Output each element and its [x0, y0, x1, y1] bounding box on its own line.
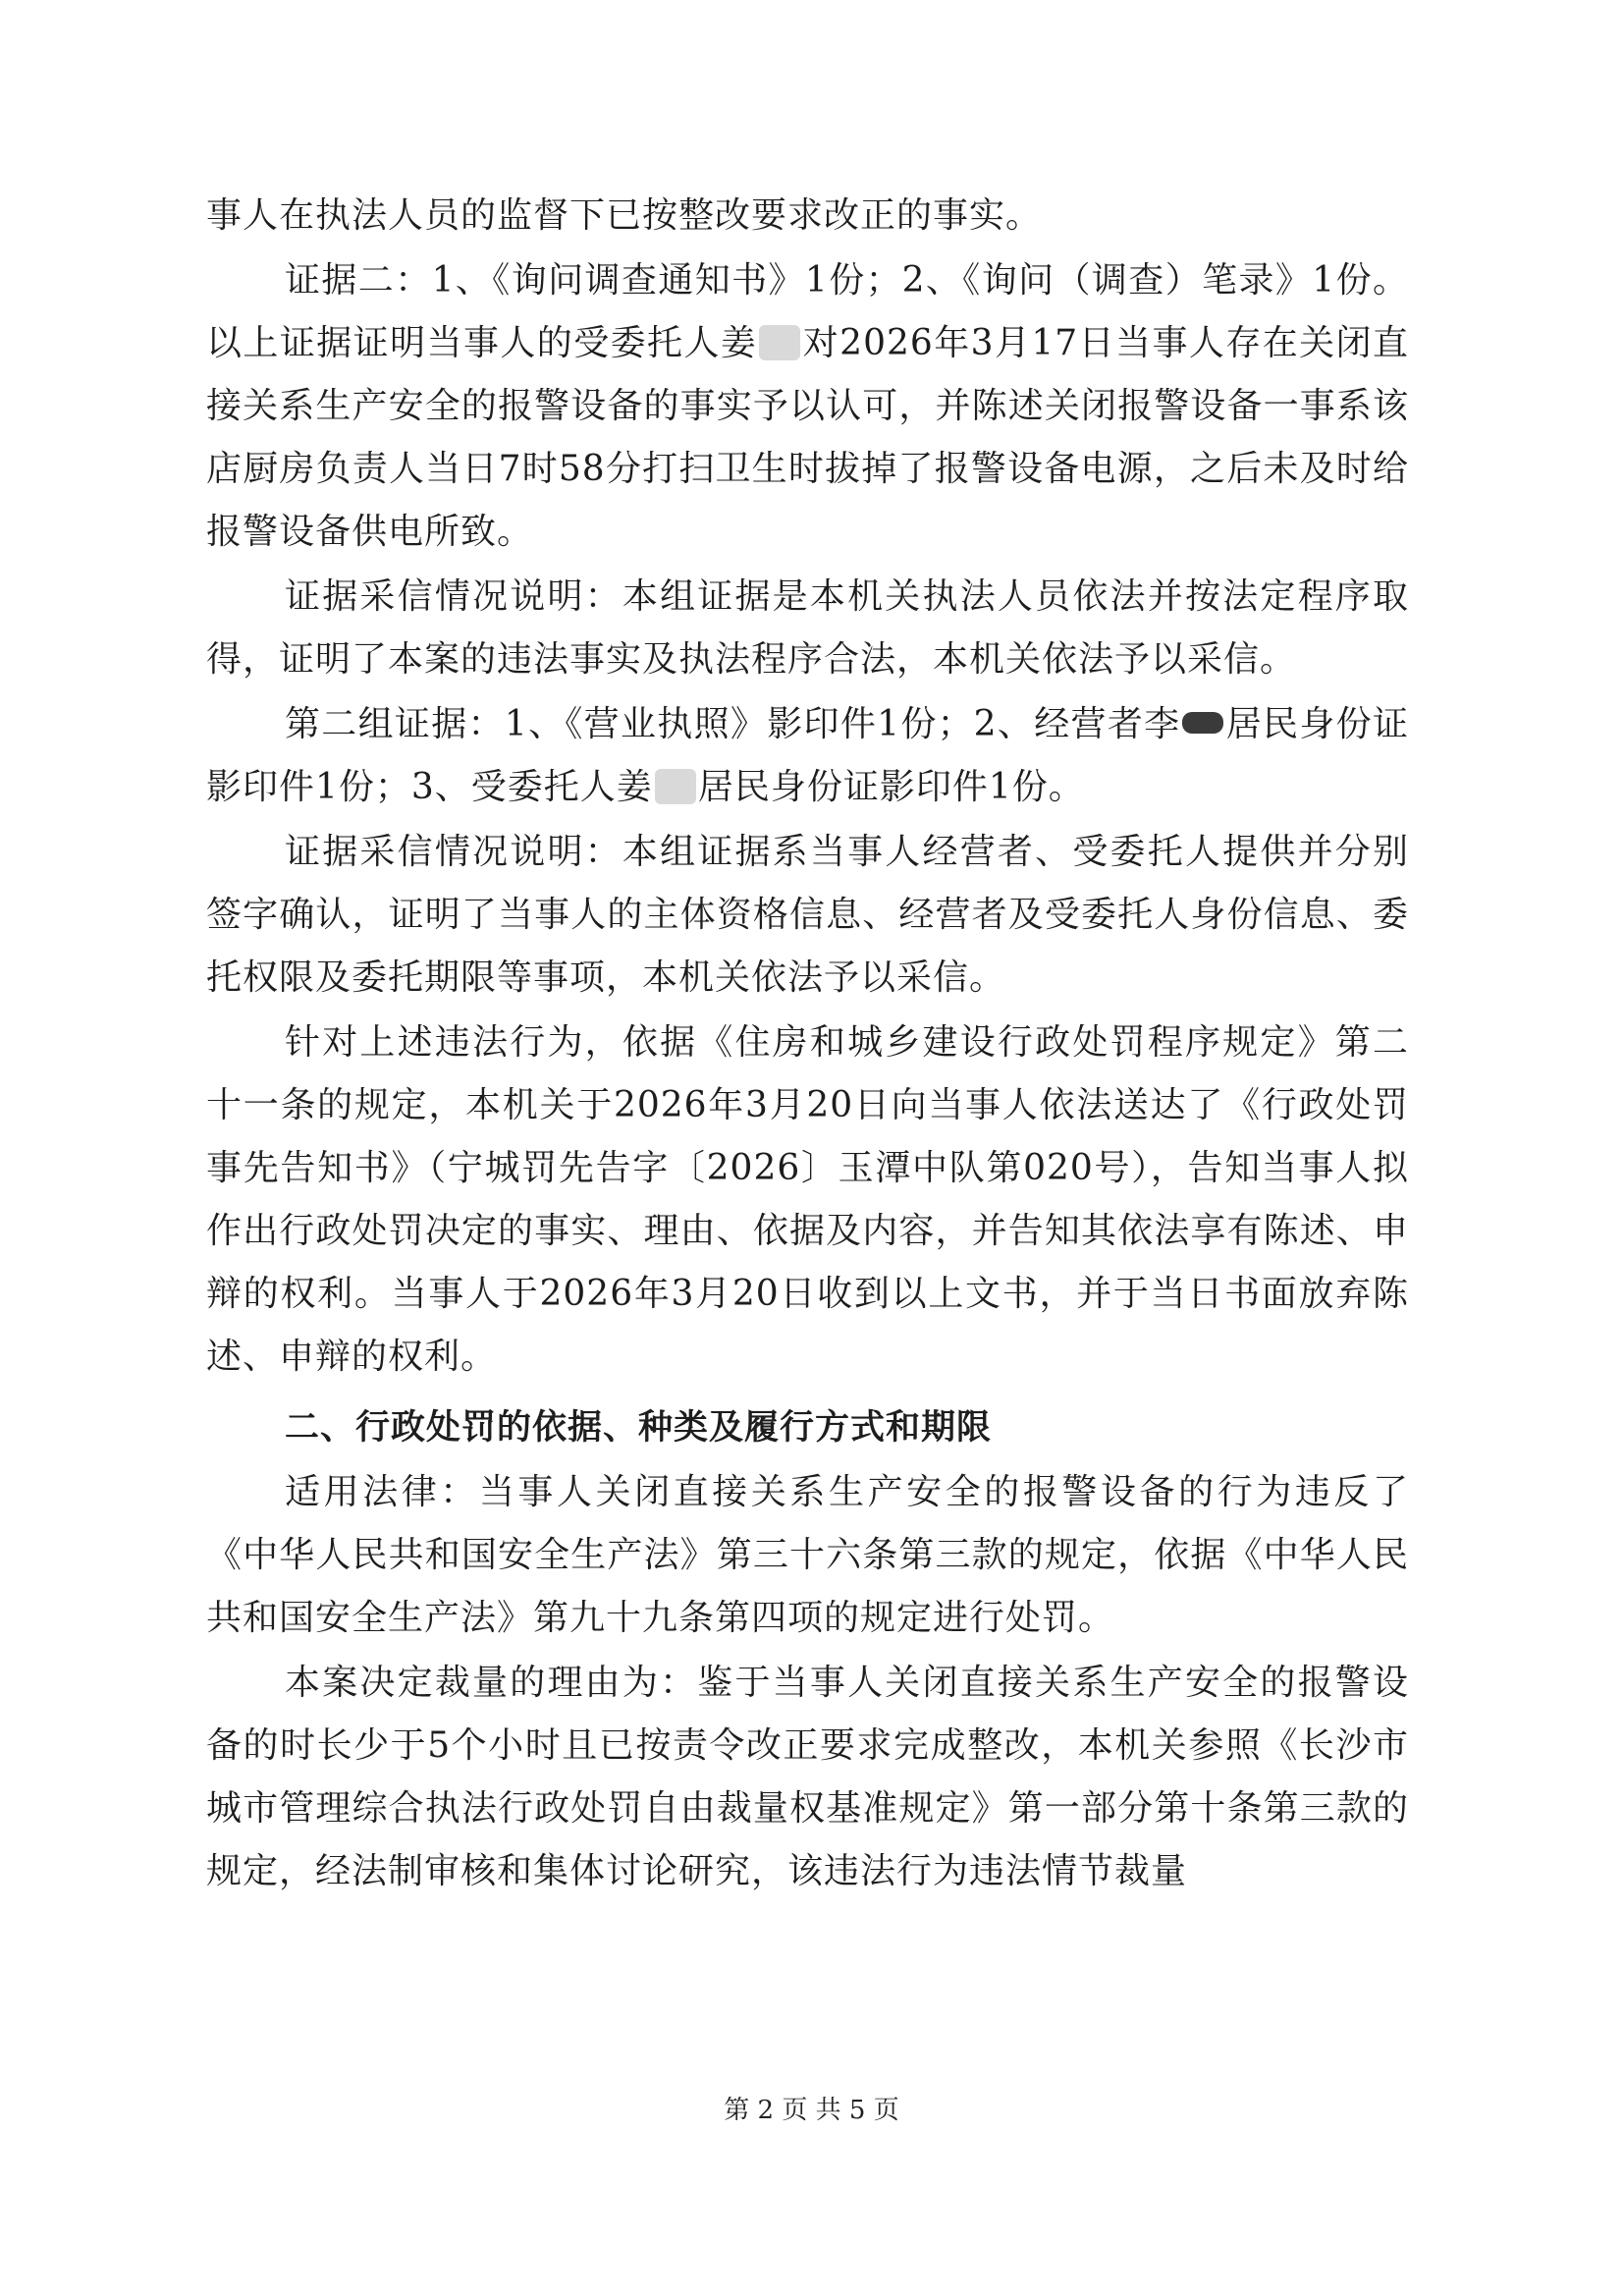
section-heading: 二、行政处罚的依据、种类及履行方式和期限 — [285, 1408, 993, 1448]
second-group-text-a: 第二组证据：1、《营业执照》影印件1份；2、经营者李 — [285, 704, 1181, 744]
document-body — [206, 185, 1409, 1905]
paragraph-prior-notice: 针对上述违法行为，依据《住房和城乡建设行政处罚程序规定》第二十一条的规定，本机关于2026年3月20日向当事人依法送达了《行政处罚事先告知书》（宁城罚先告字〔2026〕玉潭中队第020号），告知当事人拟作出行政处罚决定的事实、理由、依据及内容，并告知其依法享有陈述、申辩的权利。当事人于2026年3月20日收到以上文书，并于当日书面放弃陈述、申辩的权利。 — [206, 1022, 1409, 1377]
redaction-mark — [655, 769, 696, 804]
page-number: 第 2 页 共 5 页 — [724, 2096, 899, 2125]
paragraph-continuation: 事人在执法人员的监督下已按整改要求改正的事实。 — [206, 195, 1043, 236]
paragraph-evidence-adoption-1: 证据采信情况说明：本组证据是本机关执法人员依法并按法定程序取得，证明了本案的违法事实及执法程序合法，本机关依法予以采信。 — [206, 576, 1409, 680]
second-group-text-b: 居民身份证影印件1份；3、受委托人姜 — [206, 704, 1409, 807]
paragraph-evidence-two — [206, 249, 1409, 564]
paragraph-evidence-adoption-2: 证据采信情况说明：本组证据系当事人经营者、受委托人提供并分别签字确认，证明了当事人的主体资格信息、经营者及受委托人身份信息、委托权限及委托期限等事项，本机关依法予以采信。 — [206, 832, 1409, 998]
second-group-text-c: 居民身份证影印件1份。 — [697, 767, 1085, 807]
redaction-mark — [759, 325, 800, 360]
redaction-mark — [1182, 712, 1223, 734]
paragraph-discretion-reason: 本案决定裁量的理由为：鉴于当事人关闭直接关系生产安全的报警设备的时长少于5个小时且已按责令改正要求完成整改，本机关参照《长沙市城市管理综合执法行政处罚自由裁量权基准规定》第一部分第十条第三款的规定，经法制审核和集体讨论研究，该违法行为违法情节裁量 — [206, 1663, 1409, 1891]
evidence-two-text-a: 证据二：1、《询问调查通知书》1份；2、《询问（调查）笔录》1份。以上证据证明当事人的受委托人姜 — [206, 260, 1409, 363]
evidence-two-text-b: 对2026年3月17日当事人存在关闭直接关系生产安全的报警设备的事实予以认可，并陈述关闭报警设备一事系该店厨房负责人当日7时58分打扫卫生时拔掉了报警设备电源，之后未及时给报警设备供电所致。 — [206, 323, 1409, 552]
paragraph-second-group-evidence — [206, 693, 1409, 819]
paragraph-applicable-law: 适用法律：当事人关闭直接关系生产安全的报警设备的行为违反了《中华人民共和国安全生产法》第三十六条第三款的规定，依据《中华人民共和国安全生产法》第九十九条第四项的规定进行处罚。 — [206, 1472, 1409, 1638]
